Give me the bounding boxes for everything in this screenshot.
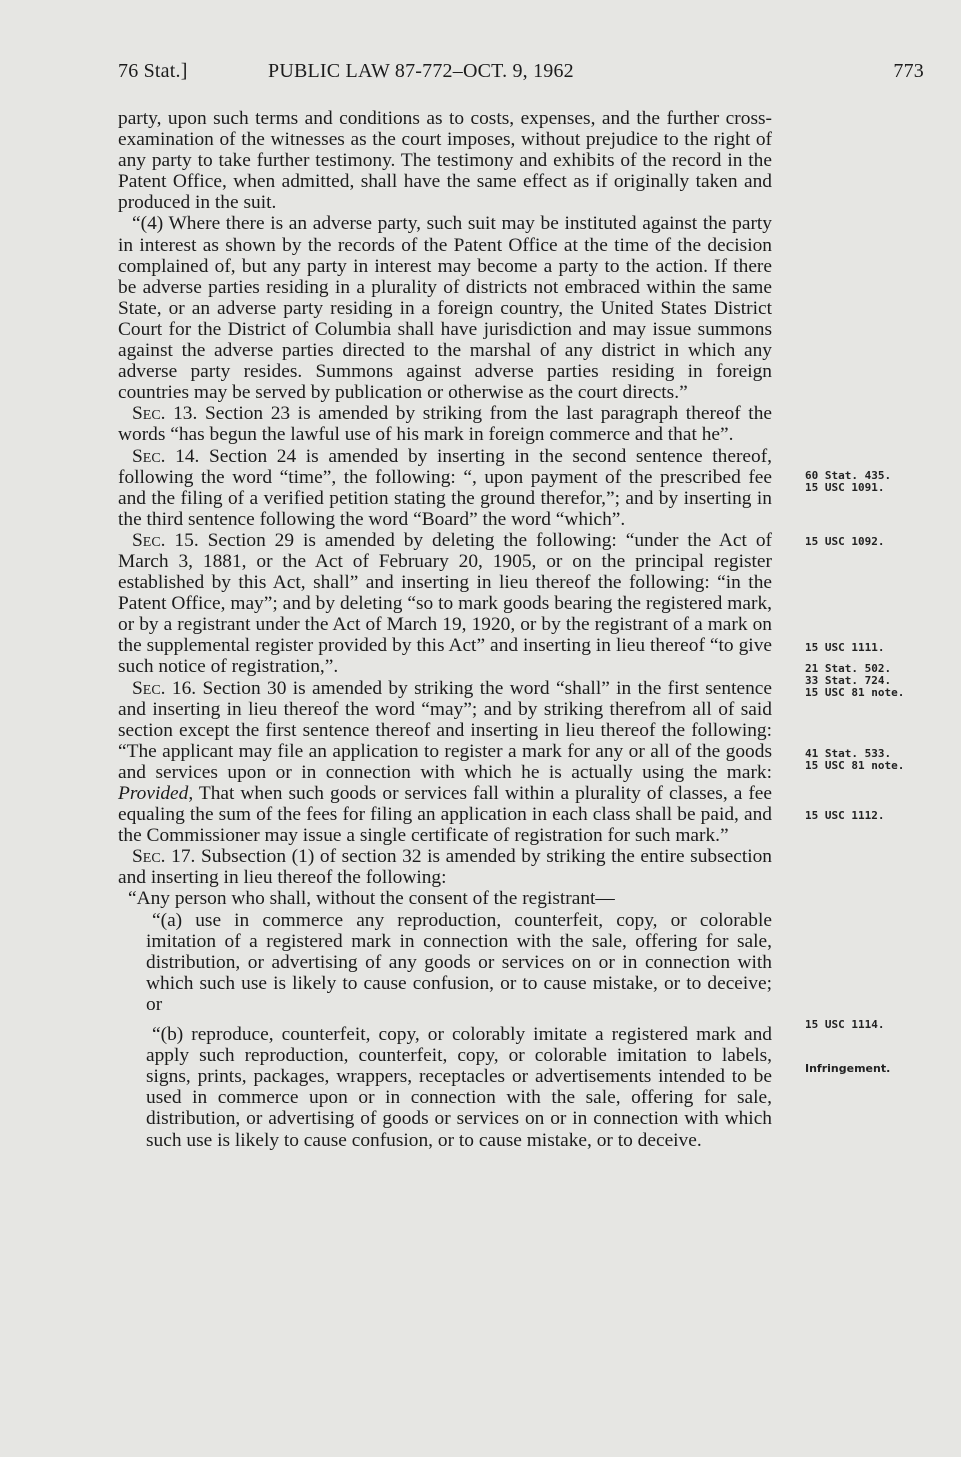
proviso-italic: Provided [118, 783, 189, 804]
margin-note-1112: 15 USC 1112. [805, 809, 885, 822]
section-13 [118, 403, 772, 445]
margin-note-1114: 15 USC 1114. [805, 1018, 885, 1031]
section-text: Section 30 is amended by striking the word “shall” in the first sentence and inserting in lieu thereof the word “may”; and by striking therefrom all of said section except the first sentence thereof and inserting in lieu thereof the following: “The applicant may file an application to register a mark for any or all of the goods and services upon or in connection with which he is actually using the mark: [118, 677, 772, 783]
section-text: Subsection (1) of section 32 is amended by striking the entire subsection and inserting in lieu thereof the following: [118, 846, 773, 889]
section-label: Sec. 17. [132, 846, 196, 868]
margin-note-1092: 15 USC 1092. [805, 535, 885, 548]
page-header [118, 60, 924, 90]
statute-volume: 76 Stat.] [118, 60, 188, 82]
section-text: Section 24 is amended by inserting in the second sentence thereof, following the word “time”, the following: “, upon payment of the prescribed fee and the filing of a verified petition stating the ground therefor,”; and by inserting in the third sentence following the word “Board” the word “which”. [118, 445, 773, 530]
clause-a: “(a) use in commerce any reproduction, counterfeit, copy, or colorable imitation of a registered mark in connection with the sale, offering for sale, distribution, or advertising of any goods or services on or in connection with which such use is likely to cause confusion, or to cause mistake, or to deceive; or [146, 909, 772, 1015]
section-text-cont: , That when such goods or services fall within a plurality of classes, a fee equaling the sum of the fees for filing an application in each class shall be paid, and the Commissioner may issue a single certificate of registration for such mark.” [118, 783, 772, 847]
section-14 [118, 446, 772, 530]
margin-note-1111: 15 USC 1111. [805, 641, 885, 654]
section-15 [118, 530, 772, 678]
paragraph: “(4) Where there is an adverse party, such suit may be instituted against the party in interest as shown by the records of the Patent Office at the time of the decision complained of, but any party in interest may become a party to the action. If there be adverse parties residing in a plurality of districts not embraced within the same State, or an adverse party residing in a foreign country, the United States District Court for the District of Columbia shall have jurisdiction and may issue summons against the adverse parties directed to the marshal of any district in which any adverse party resides. Summons against adverse parties residing in foreign countries may be served by publication or otherwise as the court directs.” [118, 213, 772, 404]
margin-note-41-stat: 41 Stat. 533. 15 USC 81 note. [805, 747, 905, 772]
page-title: PUBLIC LAW 87-772–OCT. 9, 1962 [268, 60, 574, 82]
section-text: Section 23 is amended by striking from the last paragraph thereof the words “has begun the lawful use of his mark in foreign commerce and that he”. [118, 403, 772, 446]
section-label: Sec. 16. [132, 677, 197, 699]
section-label: Sec. 14. [132, 445, 200, 467]
page-number: 773 [893, 60, 924, 82]
section-16 [118, 678, 772, 847]
quoted-lead: “Any person who shall, without the consent of the registrant— [128, 888, 615, 910]
section-17 [118, 846, 772, 888]
paragraph: party, upon such terms and conditions as to costs, expenses, and the further cross-examination of the witnesses as the court imposes, without prejudice to the right of any party to take further testimony. The testimony and exhibits of the record in the Patent Office, when admitted, shall have the same effect as if originally taken and produced in the suit. [118, 108, 772, 214]
document-body [118, 108, 772, 1151]
clause-b: “(b) reproduce, counterfeit, copy, or colorably imitate a registered mark and apply such reproduction, counterfeit, copy, or colorable imitation to labels, signs, prints, packages, wrappers, receptacles or advertisements intended to be used in commerce upon or in connection with the sale, offering for sale, distribution, or advertising of goods or services on or in connection with which such use is likely to cause confusion, or to cause mistake, or to deceive. [146, 1024, 772, 1151]
section-label: Sec. 15. [132, 529, 199, 551]
margin-note-60-stat: 60 Stat. 435. 15 USC 1091. [805, 469, 892, 494]
section-label: Sec. 13. [132, 403, 198, 425]
margin-note-infringement: Infringement. [805, 1062, 891, 1075]
margin-note-21-stat: 21 Stat. 502. 33 Stat. 724. 15 USC 81 note. [805, 662, 905, 699]
section-text: Section 29 is amended by deleting the following: “under the Act of March 3, 1881, or the Act of February 20, 1905, or on the principal register established by this Act, shall” and inserting in lieu thereof the following: “in the Patent Office, may”; and by deleting “so to mark goods bearing the registered mark, or by a registrant under the Act of March 19, 1920, or by the registrant of a mark on the supplemental register provided by this Act” and inserting in lieu thereof “to give such notice of registration,”. [118, 529, 772, 678]
